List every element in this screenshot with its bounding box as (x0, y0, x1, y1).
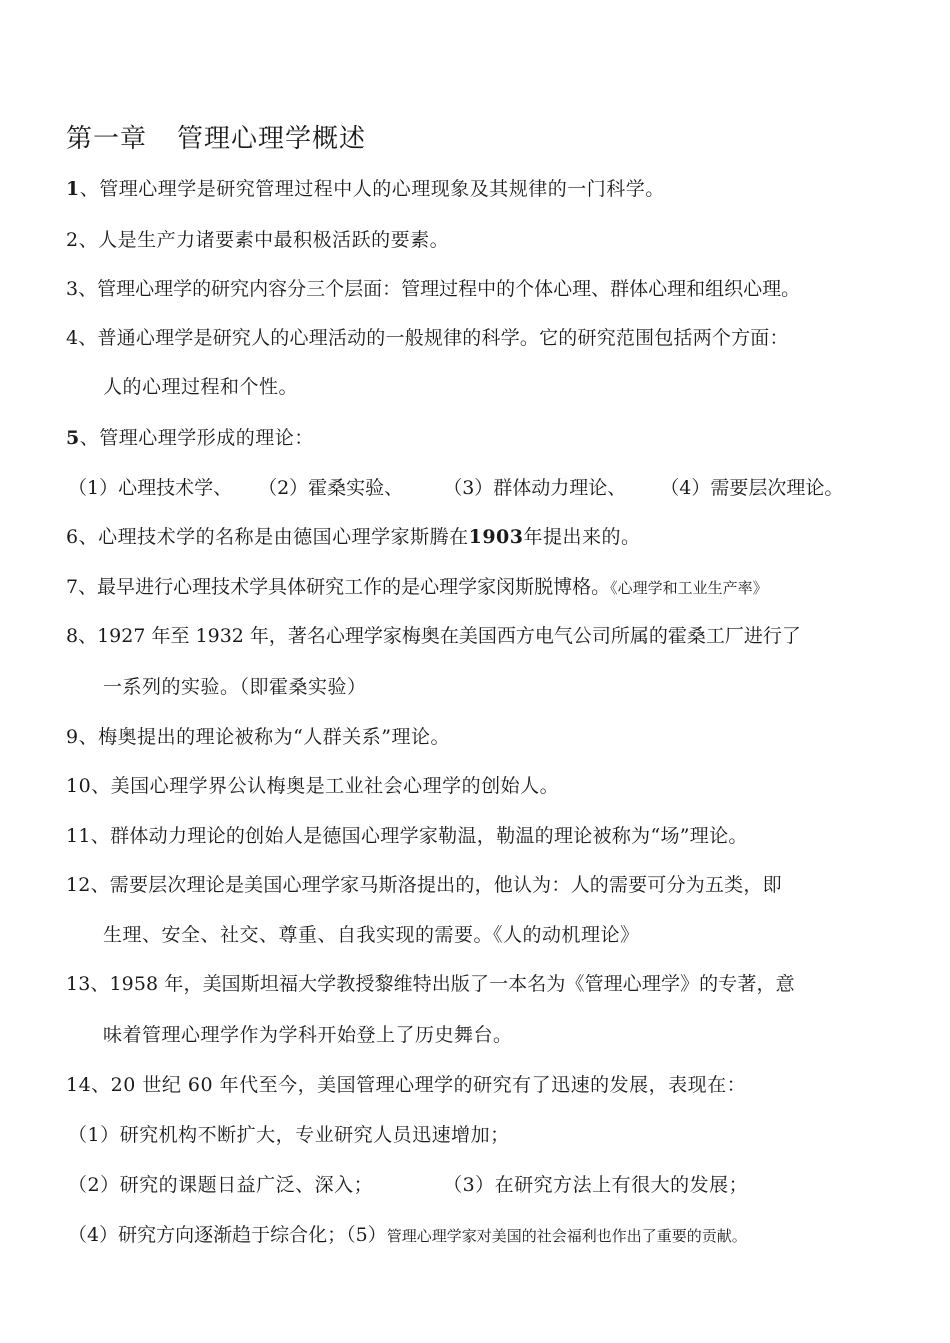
theory-item: （3）群体动力理论、 (443, 477, 627, 499)
chapter-name: 管理心理学概述 (177, 124, 367, 154)
list-item-14: 14、20 世纪 60 年代至今，美国管理心理学的研究有了迅速的发展，表现在： (66, 1074, 747, 1096)
list-item-7: 7、最早进行心理技术学具体研究工作的是心理学家闵斯脱博格。《心理学和工业生产率》 (66, 576, 768, 598)
list-item-1: 1、管理心理学是研究管理过程中人的心理现象及其规律的一门科学。 (66, 178, 665, 200)
theory-item: （1）心理技术学、 (68, 477, 233, 499)
development-item-4: （4）研究方向逐渐趋于综合化； (68, 1224, 347, 1246)
development-row-2-3 (68, 1172, 748, 1198)
list-item-4-line2: 人的心理过程和个性。 (103, 376, 299, 398)
list-item-8-line1: 8、1927 年至 1932 年，著名心理学家梅奥在美国西方电气公司所属的霍桑工厂进行了 (66, 625, 801, 647)
theory-item: （2）霍桑实验、 (258, 477, 404, 499)
list-item-12-line1: 12、需要层次理论是美国心理学家马斯洛提出的，他认为：人的需要可分为五类，即 (66, 874, 782, 896)
list-item-6: 6、心理技术学的名称是由德国心理学家斯腾在1903年提出来的。 (66, 526, 641, 548)
development-item-1: （1）研究机构不断扩大，专业研究人员迅速增加； (68, 1124, 510, 1146)
list-item-10: 10、美国心理学界公认梅奥是工业社会心理学的创始人。 (66, 775, 560, 797)
book-title: 《心理学和工业生产率》 (610, 579, 768, 597)
development-item-5-label: （5） (346, 1224, 387, 1246)
list-item-12-line2: 生理、安全、社交、尊重、自我实现的需要。《人的动机理论》 (103, 924, 640, 946)
theory-item: （4）需要层次理论。 (660, 477, 844, 499)
list-item-4-line1: 4、普通心理学是研究人的心理活动的一般规律的科学。它的研究范围包括两个方面： (66, 327, 789, 349)
list-item-11: 11、群体动力理论的创始人是德国心理学家勒温，勒温的理论被称为“场”理论。 (66, 825, 748, 847)
development-item-2: （2）研究的课题日益广泛、深入； (68, 1174, 374, 1196)
development-item-3: （3）在研究方法上有很大的发展； (443, 1174, 749, 1196)
list-item-3: 3、管理心理学的研究内容分三个层面：管理过程中的个体心理、群体心理和组织心理。 (66, 278, 801, 300)
list-item-5: 5、管理心理学形成的理论： (66, 427, 314, 449)
list-item-2: 2、人是生产力诸要素中最积极活跃的要素。 (66, 229, 450, 251)
chapter-number: 第一章 (66, 124, 148, 154)
list-item-9: 9、梅奥提出的理论被称为“人群关系”理论。 (66, 726, 451, 748)
list-item-13-line2: 味着管理心理学作为学科开始登上了历史舞台。 (103, 1024, 513, 1046)
development-row-4-5 (68, 1222, 747, 1249)
theories-list (68, 475, 843, 501)
list-item-8-line2: 一系列的实验。（即霍桑实验） (103, 676, 367, 698)
development-item-5: 管理心理学家对美国的社会福利也作出了重要的贡献。 (386, 1227, 747, 1245)
chapter-title (66, 118, 366, 155)
list-item-13-line1: 13、1958 年，美国斯坦福大学教授黎维特出版了一本名为《管理心理学》的专著，意 (66, 973, 795, 995)
